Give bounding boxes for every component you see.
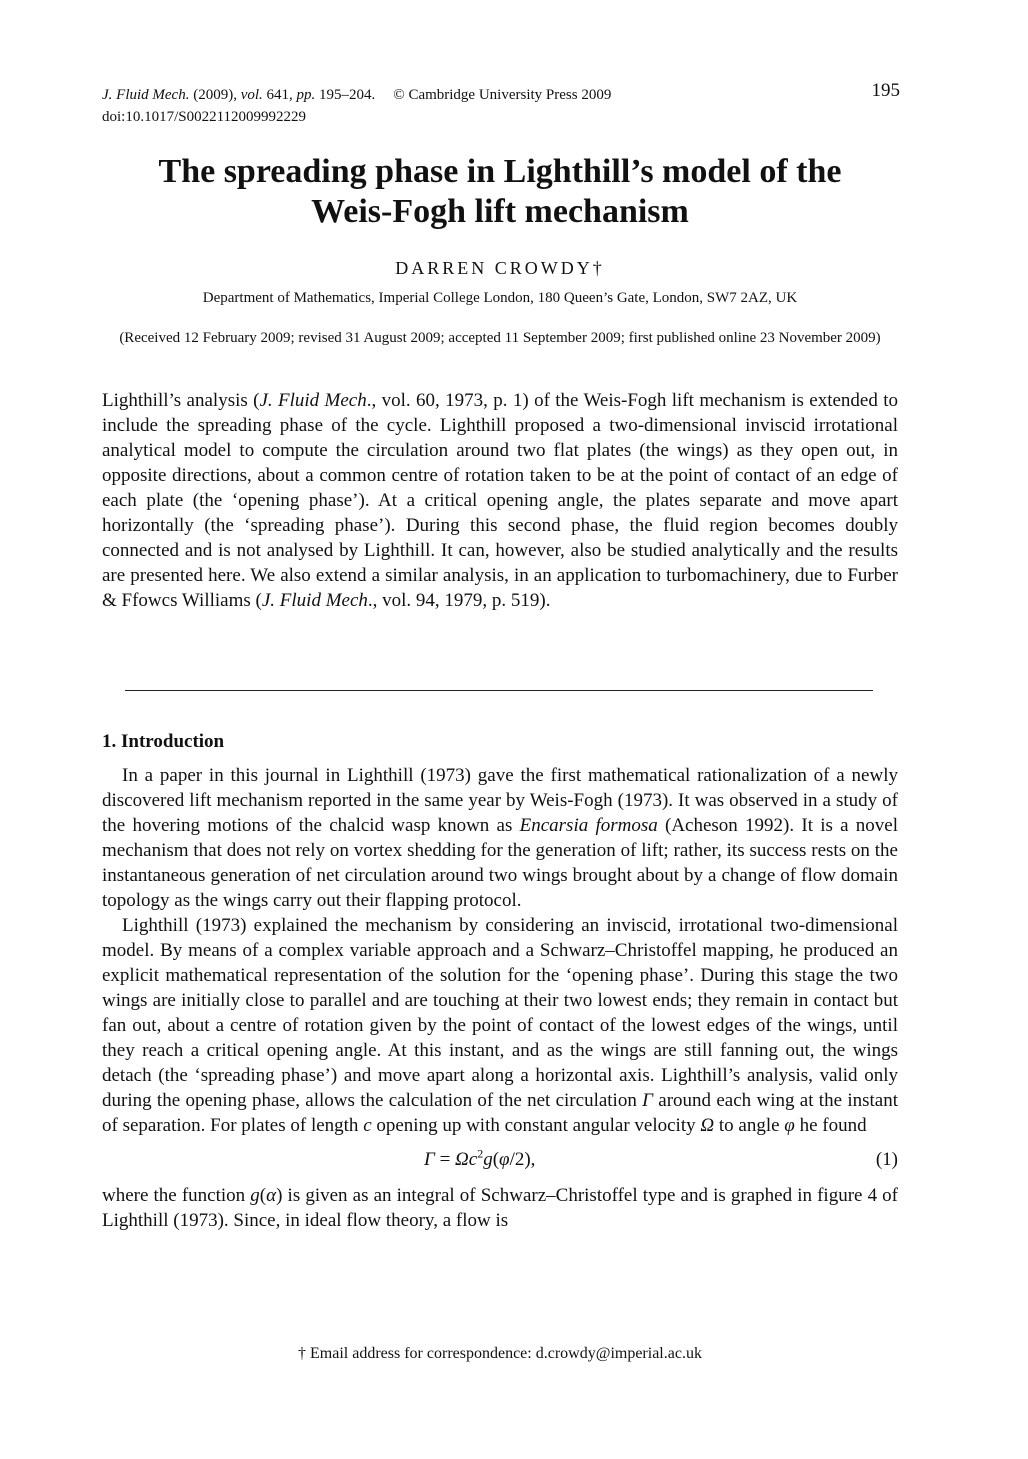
- pages-label: pp.: [296, 87, 316, 103]
- journal-year: (2009),: [189, 87, 241, 103]
- footnote-email: † Email address for correspondence: d.crowdy@imperial.ac.uk: [298, 1345, 702, 1362]
- received-dates: (Received 12 February 2009; revised 31 August 2009; accepted 11 September 2009; first published online 23 November 2009): [119, 330, 881, 346]
- volume-label: vol.: [240, 87, 263, 103]
- symbol-gamma: Γ: [642, 1090, 653, 1111]
- equation-expression: [424, 1147, 535, 1172]
- paper-title: [60, 152, 940, 232]
- affiliation: Department of Mathematics, Imperial College London, 180 Queen’s Gate, London, SW7 2AZ, UK: [202, 290, 798, 306]
- paragraph-1-text-a: In a paper in this journal in Lighthill (1973) gave the first mathematical rationalization of a newly discovered lift mechanism reported in the same year by Weis-Fogh (1973). It was observed in a study of the hovering motions of the chalcid wasp known as: [102, 765, 898, 836]
- paragraph-3-text-a: where the function: [102, 1185, 251, 1206]
- species-name: Encarsia formosa: [519, 815, 658, 836]
- eq-paren-open: (: [492, 1149, 500, 1170]
- section-heading: 1. Introduction: [102, 731, 225, 752]
- paragraph-1-text-b: (Acheson 1992). It is a novel mechanism that does not rely on vortex shedding for the generation of lift; rather, its success rests on the instantaneous generation of net circulation around two wings brought about by a change of flow domain topology as the wings carry out their flapping protocol.: [102, 815, 898, 911]
- abstract-text-2: ., vol. 60, 1973, p. 1) of the Weis-Fogh lift mechanism is extended to include the spreading phase of the cycle. Lighthill proposed a two-dimensional inviscid irrotational analytical model to compute the circulation around two flat plates (the wings) as they open out, in opposite directions, about a common centre of rotation taken to be at the point of contact of an edge of each plate (the ‘opening phase’). At a critical opening angle, the plates separate and move apart horizontally (the ‘spreading phase’). During this second phase, the fluid region becomes doubly connected and is not analysed by Lighthill. It can, however, also be studied analytically and the results are presented here. We also extend a similar analysis, in an application to turbomachinery, due to Furber & Ffowcs Williams (: [102, 390, 898, 611]
- paragraph-2-text-e: he found: [794, 1115, 867, 1136]
- abstract-text-3: ., vol. 94, 1979, p. 519).: [367, 590, 551, 611]
- eq-gamma: Γ: [424, 1149, 435, 1170]
- paragraph-3: [102, 1183, 898, 1233]
- symbol-omega: Ω: [700, 1115, 715, 1136]
- paragraph-1: [102, 763, 898, 913]
- paragraph-2-text-b: around each wing at the instant of separation. For plates of length: [102, 1090, 898, 1136]
- paren-open: (: [259, 1185, 267, 1206]
- abstract-text-1: Lighthill’s analysis (: [102, 390, 260, 411]
- journal-name: J. Fluid Mech.: [102, 87, 190, 103]
- title-line-2: Weis-Fogh lift mechanism: [311, 193, 689, 230]
- abstract-journal-ref-2: J. Fluid Mech: [261, 590, 368, 611]
- eq-paren-close: /2),: [509, 1149, 536, 1170]
- citation-line: [102, 84, 900, 106]
- eq-omega: Ω: [455, 1149, 469, 1170]
- equation-1: [102, 1147, 898, 1172]
- section-body: [102, 763, 898, 1233]
- paragraph-2-text-c: opening up with constant angular velocity: [371, 1115, 701, 1136]
- abstract-divider: [125, 690, 873, 691]
- symbol-alpha: α: [266, 1185, 277, 1206]
- paren-close: ): [276, 1185, 283, 1206]
- symbol-c: c: [363, 1115, 372, 1136]
- paragraph-2: [102, 913, 898, 1138]
- author-name: DARREN CROWDY†: [395, 258, 605, 278]
- equation-number: (1): [875, 1149, 898, 1170]
- abstract-journal-ref-1: J. Fluid Mech: [259, 390, 367, 411]
- volume-number: 641,: [262, 87, 297, 103]
- paragraph-2-text-a: Lighthill (1973) explained the mechanism by considering an inviscid, irrotational two-dimensional model. By means of a complex variable approach and a Schwarz–Christoffel mapping, he produced an explicit mathematical representation of the solution for the ‘opening phase’. During this stage the two wings are initially close to parallel and are touching at their two lowest ends; they remain in contact but fan out, about a centre of rotation given by the point of contact of the lowest edges of the wings, until they reach a critical opening angle. At this instant, and as the wings are still fanning out, the wings detach (the ‘spreading phase’) and move apart along a horizontal axis. Lighthill’s analysis, valid only during the opening phase, allows the calculation of the net circulation: [102, 915, 898, 1111]
- page-number: 195: [871, 80, 900, 101]
- pages-range: 195–204.: [315, 87, 376, 103]
- paragraph-2-text-d: to angle: [714, 1115, 785, 1136]
- running-header: [102, 80, 900, 128]
- eq-phi: φ: [499, 1149, 510, 1170]
- eq-exponent: 2: [477, 1146, 484, 1161]
- doi: doi:10.1017/S0022112009992229: [102, 109, 307, 125]
- copyright-notice: © Cambridge University Press 2009: [393, 87, 612, 103]
- abstract: [102, 388, 898, 613]
- paragraph-3-text-b: is given as an integral of Schwarz–Christoffel type and is graphed in figure 4 of Lighthill (1973). Since, in ideal flow theory, a flow is: [102, 1185, 899, 1231]
- eq-c: c: [468, 1149, 478, 1170]
- title-line-1: The spreading phase in Lighthill’s model of the: [158, 153, 842, 190]
- symbol-g: g: [250, 1185, 260, 1206]
- eq-g: g: [483, 1149, 493, 1170]
- symbol-phi: φ: [784, 1115, 795, 1136]
- eq-equals: =: [434, 1149, 456, 1170]
